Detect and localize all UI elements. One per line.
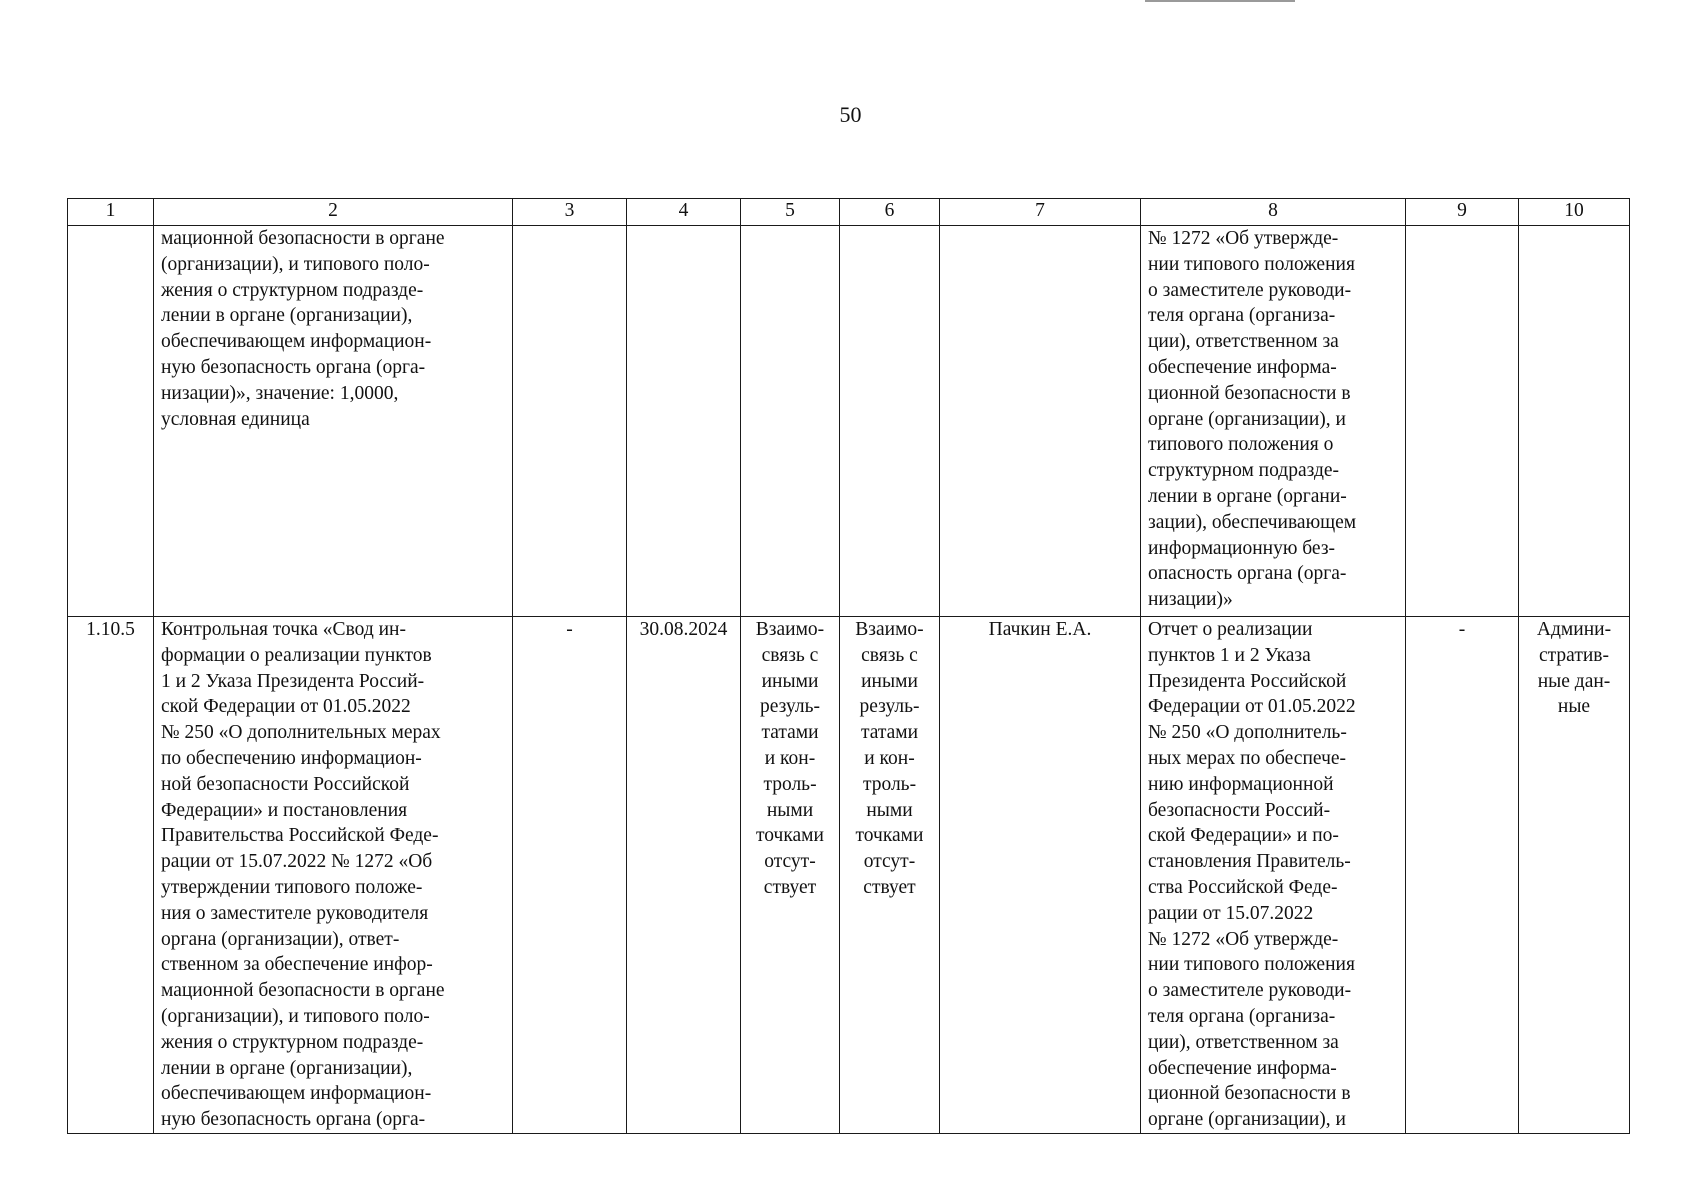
col-header-4: 4 — [627, 199, 741, 226]
page-number: 50 — [839, 102, 862, 127]
cell-level — [1406, 226, 1519, 617]
cell-description: Контрольная точка «Свод ин- формации о реализации пунктов 1 и 2 Указа Президента Россий- ской Федерации от 01.05.2022 № 250 «О дополнительных мерах по обеспечению информацион- ной безопасности Российской Федерации» и постановления Правительства Российской Феде- рации от 15.07.2022 № 1272 «Об утверждении типового положе- ния о заместителе руководителя органа (организации), ответ- ственном за обеспечение инфор- мационной безопасности в органе (организации), и типового поло- жения о структурном подразде- лении в органе (организации), обеспечивающем информацион- ную безопасность органа (орга- — [154, 617, 513, 1134]
scan-artifact — [1145, 0, 1295, 2]
col-header-9: 9 — [1406, 199, 1519, 226]
col-header-6: 6 — [840, 199, 940, 226]
cell-source: Админи- стратив- ные дан- ные — [1519, 617, 1630, 1134]
plan-table — [67, 198, 1630, 1134]
table-row-1-10-5 — [68, 617, 1630, 1134]
cell-document: Отчет о реализации пунктов 1 и 2 Указа Президента Российской Федерации от 01.05.2022 № 250 «О дополнитель- ных мерах по обеспече- нию информационной безопасности Россий- ской Федерации» и по- становления Правитель- ства Российской Феде- рации от 15.07.2022 № 1272 «Об утвержде- нии типового положения о заместителе руководи- теля органа (организа- ции), ответственном за обеспечение информа- ционной безопасности в органе (организации), и — [1141, 617, 1406, 1134]
cell-start-date — [513, 226, 627, 617]
col-header-7: 7 — [940, 199, 1141, 226]
cell-responsible — [940, 226, 1141, 617]
cell-predecessor — [741, 226, 840, 617]
header-row — [68, 199, 1630, 226]
table-row-continued — [68, 226, 1630, 617]
cell-document: № 1272 «Об утвержде- нии типового положения о заместителе руководи- теля органа (организа- ции), ответственном за обеспечение информа- ционной безопасности в органе (организации), и типового положения о структурном подразде- лении в органе (органи- зации), обеспечивающем информационную без- опасность органа (орга- низации)» — [1141, 226, 1406, 617]
cell-number — [68, 226, 154, 617]
cell-end-date — [627, 226, 741, 617]
col-header-10: 10 — [1519, 199, 1630, 226]
cell-level: - — [1406, 617, 1519, 1134]
cell-start-date: - — [513, 617, 627, 1134]
col-header-8: 8 — [1141, 199, 1406, 226]
cell-successor — [840, 226, 940, 617]
cell-end-date: 30.08.2024 — [627, 617, 741, 1134]
cell-successor: Взаимо- связь с иными резуль- татами и кон- троль- ными точками отсут- ствует — [840, 617, 940, 1134]
cell-predecessor: Взаимо- связь с иными резуль- татами и кон- троль- ными точками отсут- ствует — [741, 617, 840, 1134]
cell-responsible: Пачкин Е.А. — [940, 617, 1141, 1134]
col-header-1: 1 — [68, 199, 154, 226]
cell-description: мационной безопасности в органе (организации), и типового поло- жения о структурном подразде- лении в органе (организации), обеспечивающем информацион- ную безопасность органа (орга- низации)», значение: 1,0000, условная единица — [154, 226, 513, 617]
col-header-5: 5 — [741, 199, 840, 226]
col-header-3: 3 — [513, 199, 627, 226]
cell-number: 1.10.5 — [68, 617, 154, 1134]
cell-source — [1519, 226, 1630, 617]
col-header-2: 2 — [154, 199, 513, 226]
